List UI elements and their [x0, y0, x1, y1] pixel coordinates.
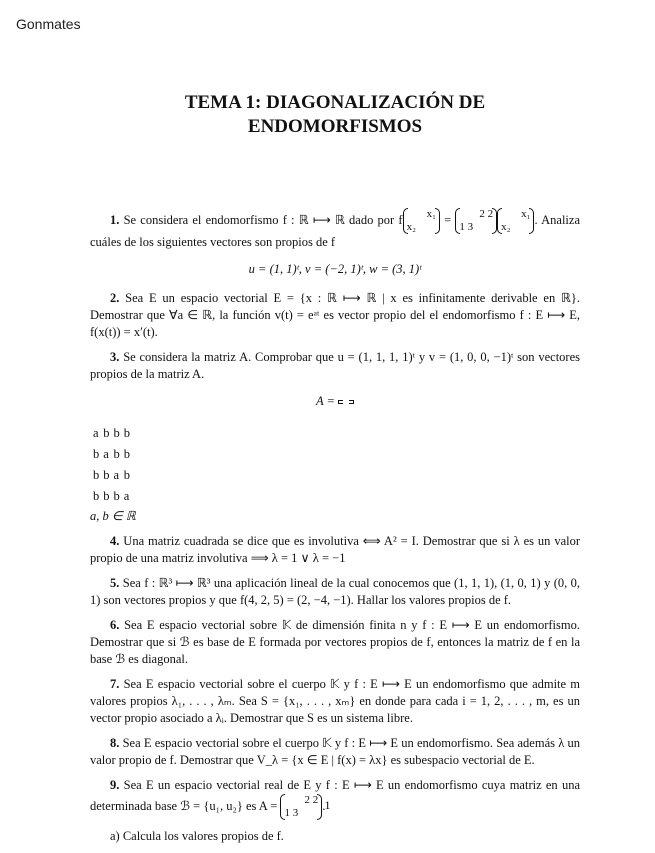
problem-4 [90, 533, 580, 567]
problem-9: 9. Sea E un espacio vectorial real de E y f : E ⟼ E un endomorfismo cuya matriz en una determinada base ℬ = {u₁, u₂} es A = 2 2 1 3. [90, 778, 580, 819]
matrix-vector: x₁ x₂ [497, 208, 534, 234]
problem-text: Se considera la matriz A. Comprobar que u = (1, 1, 1, 1)ᵗ y v = (1, 0, 0, −1)ᵗ son vectores propios de la matriz A. [90, 350, 580, 381]
problem-number: 9. [110, 778, 120, 792]
title-line-1: TEMA 1: DIAGONALIZACIÓN DE [184, 92, 486, 113]
problem-number: 6. [110, 618, 120, 632]
problem-number: 1. [110, 212, 120, 227]
problem-number: 5. [110, 576, 120, 590]
vector-equation: u = (1, 1)ᵗ, v = (−2, 1)ᵗ, w = (3, 1)ᵗ [248, 262, 422, 276]
problem-text: Sea E un espacio vectorial E = {x : ℝ ⟼ ℝ | x es infinitamente derivable en ℝ}. Demostrar que ∀a ∈ ℝ, la función v(t) = eᵃᵗ es vector propio del el endomorfismo f : E ⟼ E, f(x(t)) = x′(t). [90, 291, 581, 339]
problem-text: Sea E un espacio vectorial real de E y f : E ⟼ E un endomorfismo cuya matriz en una determinada base ℬ = {u₁, u₂} es A = [90, 778, 580, 813]
problem-number: 3. [110, 350, 120, 364]
problem-text: Sea E espacio vectorial sobre 𝕂 de dimensión finita n y f : E ⟼ E un endomorfismo. Demostrar que si ℬ es base de E formada por vectores propios de f, entonces la matriz de f en la base ℬ es diagonal. [90, 618, 580, 666]
problem-5 [90, 575, 580, 609]
document-title [90, 91, 580, 139]
problem-text: Sea E espacio vectorial sobre el cuerpo 𝕂 y f : E ⟼ E un endomorfismo que admite m valores propios λ₁, . . . , λₘ. Sea S = {x₁, . . . , xₘ} en donde para cada i = 1, 2, . . . , m, es un vector propio asociado a λᵢ. Demostrar que S es un sistema libre. [90, 677, 581, 725]
problem-6 [90, 617, 580, 668]
matrix-2x2: 2 2 1 3 [280, 794, 322, 820]
problem-text: Una matriz cuadrada se dice que es involutiva ⟺ A² = I. Demostrar que si λ es un valor propio de una matriz involutiva ⟹ λ = 1 ∨ λ = −1 [90, 534, 581, 565]
matrix-vector: x₁ x₂ [403, 208, 440, 234]
title-line-2: ENDOMORFISMOS [247, 116, 423, 137]
problem-text: Sea f : ℝ³ ⟼ ℝ³ una aplicación lineal de la cual conocemos que (1, 1, 1), (1, 0, 1) y (0, 0, 1) son vectores propios y que f(4, 2, 5) = (2, −4, −1). Hallar los valores propios de f. [90, 576, 581, 607]
matrix-2x2: 2 2 1 3 [455, 208, 497, 234]
problem-list: 1. Se considera el endomorfismo f : ℝ ⟼ ℝ dado por f x₁ x₂ = 2 2 1 3x₁ x₂. Analiza cuáles de los siguientes vectores son propios de f u = (1, 1)ᵗ, v = (−2, 1)ᵗ, w = (3, 1)ᵗ 2. Sea E un espacio vectorial E = {x : ℝ ⟼ ℝ | x es infinitamente derivable en ℝ}. Demostrar que ∀a ∈ ℝ, la función v(t) = eᵃᵗ es vector propio del el endomorfismo f : E ⟼ E, f(x(t)) = x′(t). 3. Se considera la matriz A. Comprobar que u = (1, 1, 1, 1)ᵗ y v = (1, 0, 0, −1)ᵗ son vectores propios de la matriz A. A = a b b b b a b b b b a b b b b a a, b ∈ ℝ 4. Una matriz cuadrada se dice que es involutiva ⟺ A² = I. Demostrar que si λ es un valor propio de una matriz involutiva ⟹ λ = 1 ∨ λ = −1 5. Sea f : ℝ³ ⟼ ℝ³ una aplicación lineal de la cual conocemos que (1, 1, 1), (1, 0, 1) y (0, 0, 1) son vectores propios y que f(4, 2, 5) = (2, −4, −1). Hallar los valores propios de f. 6. Sea E espacio vectorial sobre 𝕂 de dimensión finita n y f : E ⟼ E un endomorfismo. Demostrar que si ℬ es base de E formada por vectores propios de f, entonces la matriz de f en la base ℬ es diagonal. 7. Sea E espacio vectorial sobre el cuerpo 𝕂 y f : E ⟼ E un endomorfismo que admite m valores propios λ₁, . . . , λₘ. Sea S = {x₁, . . . , xₘ} en donde para cada i = 1, 2, . . . , m, es un vector propio asociado a λᵢ. Demostrar que S es un sistema libre. 8. Sea E espacio vectorial sobre el cuerpo 𝕂 y f : E ⟼ E un endomorfismo. Sea además λ un valor propio de f. Demostrar que V_λ = {x ∈ E | f(x) = λx} es subespacio vectorial de E. 9. Sea E un espacio vectorial real de E y f : E ⟼ E un endomorfismo cuya matriz en una determinada base ℬ = {u₁, u₂} es A = 2 2 1 3. a) Calcula los valores propios de f. [90, 208, 581, 843]
problem-8 [90, 735, 580, 769]
brand-label: Gonmates [16, 16, 81, 32]
problem-3 [90, 349, 580, 383]
matrix-a-display: A = [90, 393, 580, 410]
matrix-4x4 [338, 400, 354, 404]
problem-number: 2. [110, 291, 120, 305]
problem-number: 7. [110, 677, 120, 691]
problem-text-cont: . Analiza cuáles de los siguientes vectores son propios de f [90, 212, 580, 249]
subitem-a: a) Calcula los valores propios de f. [110, 829, 284, 843]
problem-text: Se considera el endomorfismo f : ℝ ⟼ ℝ dado por f [123, 212, 403, 227]
page-number: 1 [324, 798, 331, 812]
problem-2 [90, 290, 580, 341]
problem-text: Sea E espacio vectorial sobre el cuerpo 𝕂 y f : E ⟼ E un endomorfismo. Sea además λ un valor propio de f. Demostrar que V_λ = {x ∈ E | f(x) = λx} es subespacio vectorial de E. [90, 736, 580, 767]
problem-7 [90, 676, 580, 727]
problem-1: 1. Se considera el endomorfismo f : ℝ ⟼ ℝ dado por f x₁ x₂ = 2 2 1 3x₁ x₂. Analiza cuáles de los siguientes vectores son propios de f [90, 208, 580, 249]
problem-number: 8. [110, 736, 120, 750]
problem-number: 4. [110, 534, 120, 548]
